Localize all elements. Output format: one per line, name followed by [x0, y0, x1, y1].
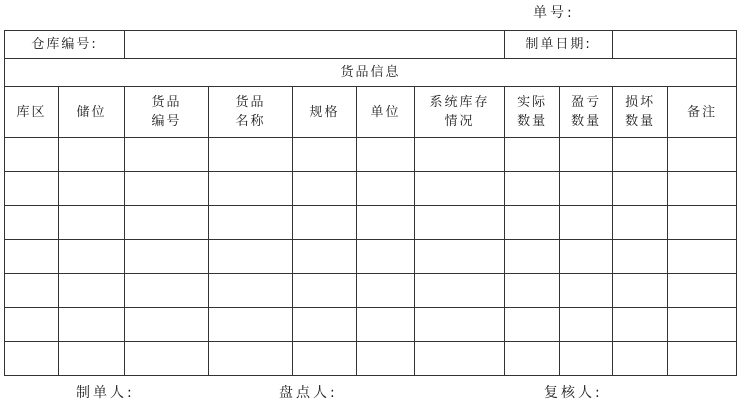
table-cell-specification[interactable] [293, 274, 357, 308]
table-cell-system-stock[interactable] [415, 240, 505, 274]
table-cell-remarks[interactable] [668, 308, 737, 342]
table-cell-damaged-quantity[interactable] [613, 342, 668, 376]
table-cell-remarks[interactable] [668, 138, 737, 172]
table-cell-system-stock[interactable] [415, 342, 505, 376]
table-cell-goods-name[interactable] [209, 206, 293, 240]
goods-info-title: 货品信息 [5, 59, 737, 87]
table-cell-storage-location[interactable] [59, 274, 125, 308]
counter-label: 盘点人: [279, 385, 338, 401]
table-cell-goods-name[interactable] [209, 138, 293, 172]
table-cell-damaged-quantity[interactable] [613, 206, 668, 240]
table-cell-storage-location[interactable] [59, 206, 125, 240]
column-header-line: 库区 [16, 104, 47, 120]
table-cell-goods-name[interactable] [209, 342, 293, 376]
table-cell-unit[interactable] [357, 172, 415, 206]
table-cell-specification[interactable] [293, 342, 357, 376]
table-cell-profit-loss-quantity[interactable] [560, 206, 613, 240]
column-header-actual-quantity [505, 87, 560, 138]
table-cell-goods-name[interactable] [209, 274, 293, 308]
column-header-line: 备注 [687, 104, 718, 120]
column-header-line: 情况 [444, 114, 475, 129]
column-header-line: 数量 [625, 114, 656, 129]
table-cell-specification[interactable] [293, 308, 357, 342]
warehouse-number-field[interactable] [125, 31, 505, 59]
table-cell-goods-code[interactable] [125, 308, 209, 342]
table-cell-storage-location[interactable] [59, 172, 125, 206]
table-cell-damaged-quantity[interactable] [613, 274, 668, 308]
table-row [5, 274, 737, 308]
column-header-remarks [668, 87, 737, 138]
table-cell-system-stock[interactable] [415, 206, 505, 240]
column-header-goods-name [209, 87, 293, 138]
table-row [5, 308, 737, 342]
table-cell-system-stock[interactable] [415, 274, 505, 308]
column-header-line: 损坏 [625, 95, 656, 110]
reviewer-label: 复核人: [544, 385, 603, 401]
column-header-line: 货品 [151, 95, 182, 110]
creation-date-label: 制单日期: [505, 31, 613, 59]
table-cell-storage-area[interactable] [5, 342, 59, 376]
table-cell-actual-quantity[interactable] [505, 206, 560, 240]
table-cell-remarks[interactable] [668, 240, 737, 274]
column-header-line: 数量 [571, 114, 602, 129]
table-cell-storage-location[interactable] [59, 342, 125, 376]
table-cell-actual-quantity[interactable] [505, 274, 560, 308]
table-cell-actual-quantity[interactable] [505, 342, 560, 376]
table-cell-goods-code[interactable] [125, 206, 209, 240]
column-header-storage-area [5, 87, 59, 138]
table-cell-actual-quantity[interactable] [505, 308, 560, 342]
table-cell-remarks[interactable] [668, 172, 737, 206]
table-cell-goods-code[interactable] [125, 342, 209, 376]
column-header-system-stock [415, 87, 505, 138]
table-cell-goods-code[interactable] [125, 240, 209, 274]
table-cell-profit-loss-quantity[interactable] [560, 138, 613, 172]
maker-label: 制单人: [76, 385, 135, 401]
column-header-unit [357, 87, 415, 138]
table-cell-goods-code[interactable] [125, 138, 209, 172]
table-cell-profit-loss-quantity[interactable] [560, 308, 613, 342]
table-row [5, 342, 737, 376]
table-row [5, 206, 737, 240]
column-header-line: 实际 [517, 95, 548, 110]
table-cell-unit[interactable] [357, 138, 415, 172]
order-number-label: 单号: [533, 5, 575, 21]
table-cell-storage-area[interactable] [5, 274, 59, 308]
table-cell-goods-code[interactable] [125, 172, 209, 206]
column-header-line: 系统库存 [429, 95, 490, 110]
column-header-line: 储位 [76, 104, 107, 120]
creation-date-field[interactable] [613, 31, 737, 59]
table-cell-system-stock[interactable] [415, 308, 505, 342]
table-row [5, 138, 737, 172]
table-cell-profit-loss-quantity[interactable] [560, 240, 613, 274]
table-cell-unit[interactable] [357, 308, 415, 342]
table-cell-storage-area[interactable] [5, 138, 59, 172]
table-cell-storage-area[interactable] [5, 240, 59, 274]
column-header-specification [293, 87, 357, 138]
table-cell-system-stock[interactable] [415, 138, 505, 172]
column-header-line: 单位 [370, 104, 401, 120]
table-cell-storage-location[interactable] [59, 308, 125, 342]
column-header-line: 货品 [235, 95, 266, 110]
table-cell-damaged-quantity[interactable] [613, 138, 668, 172]
warehouse-number-label: 仓库编号: [5, 31, 125, 59]
table-cell-goods-name[interactable] [209, 240, 293, 274]
column-header-storage-location [59, 87, 125, 138]
table-cell-unit[interactable] [357, 240, 415, 274]
table-cell-specification[interactable] [293, 172, 357, 206]
table-cell-remarks[interactable] [668, 206, 737, 240]
table-cell-unit[interactable] [357, 342, 415, 376]
table-cell-specification[interactable] [293, 206, 357, 240]
table-cell-damaged-quantity[interactable] [613, 172, 668, 206]
table-cell-storage-area[interactable] [5, 172, 59, 206]
table-row [5, 240, 737, 274]
table-cell-storage-area[interactable] [5, 206, 59, 240]
table-cell-unit[interactable] [357, 206, 415, 240]
table-cell-specification[interactable] [293, 240, 357, 274]
table-cell-remarks[interactable] [668, 274, 737, 308]
table-cell-goods-code[interactable] [125, 274, 209, 308]
table-cell-storage-location[interactable] [59, 138, 125, 172]
warehouse-date-row [5, 31, 737, 59]
column-header-row [5, 87, 737, 138]
table-cell-profit-loss-quantity[interactable] [560, 274, 613, 308]
table-cell-damaged-quantity[interactable] [613, 308, 668, 342]
table-cell-remarks[interactable] [668, 342, 737, 376]
column-header-line: 数量 [517, 114, 548, 129]
table-cell-system-stock[interactable] [415, 172, 505, 206]
table-cell-storage-area[interactable] [5, 308, 59, 342]
table-cell-actual-quantity[interactable] [505, 240, 560, 274]
inventory-count-table [4, 30, 737, 376]
column-header-line: 盈亏 [571, 95, 602, 110]
column-header-profit-loss-quantity [560, 87, 613, 138]
table-cell-goods-name[interactable] [209, 172, 293, 206]
table-cell-storage-location[interactable] [59, 240, 125, 274]
column-header-line: 名称 [235, 114, 266, 129]
table-row [5, 172, 737, 206]
table-cell-specification[interactable] [293, 138, 357, 172]
table-cell-actual-quantity[interactable] [505, 138, 560, 172]
table-cell-unit[interactable] [357, 274, 415, 308]
column-header-line: 编号 [151, 114, 182, 129]
column-header-damaged-quantity [613, 87, 668, 138]
table-cell-actual-quantity[interactable] [505, 172, 560, 206]
column-header-goods-code [125, 87, 209, 138]
section-title-row [5, 59, 737, 87]
table-cell-profit-loss-quantity[interactable] [560, 342, 613, 376]
table-cell-damaged-quantity[interactable] [613, 240, 668, 274]
column-header-line: 规格 [309, 104, 340, 120]
table-cell-goods-name[interactable] [209, 308, 293, 342]
table-cell-profit-loss-quantity[interactable] [560, 172, 613, 206]
